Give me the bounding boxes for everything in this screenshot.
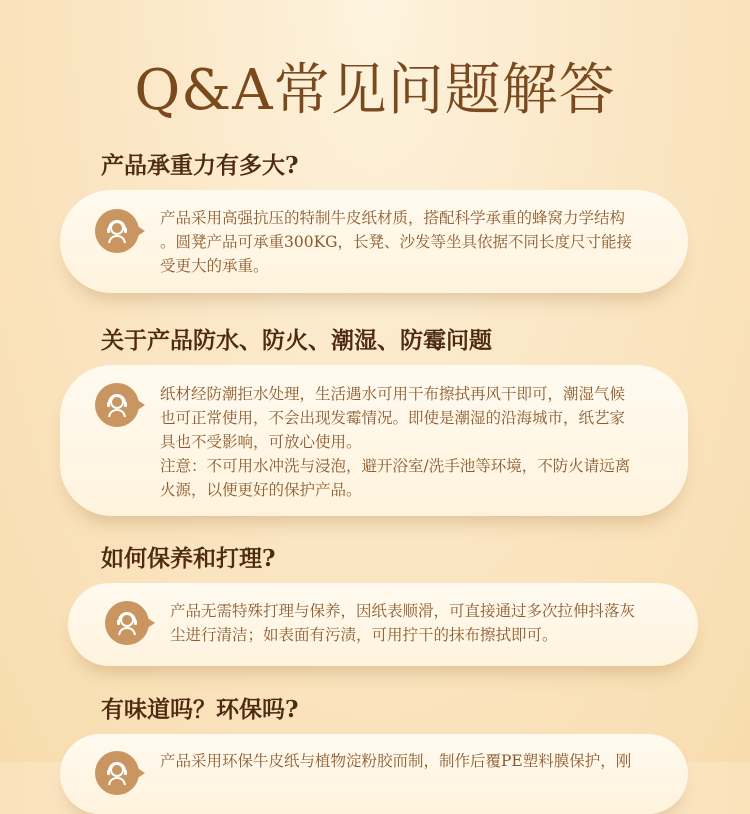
answer-line: 具也不受影响，可放心使用。 [160, 433, 362, 451]
customer-service-icon [95, 383, 139, 427]
answer-line: 。圆凳产品可承重300KG，长凳、沙发等坐具依据不同长度尺寸能接 [160, 233, 633, 251]
answer-line: 产品采用高强抗压的特制牛皮纸材质，搭配科学承重的蜂窝力学结构 [160, 209, 626, 227]
customer-service-icon [95, 209, 139, 253]
faq-answer-card-4 [60, 734, 688, 814]
faq-answer-card-2 [60, 365, 688, 516]
customer-service-icon [95, 751, 139, 795]
faq-question-3: 如何保养和打理? [101, 545, 276, 572]
faq-question-1: 产品承重力有多大? [101, 152, 299, 179]
answer-line: 火源，以便更好的保护产品。 [160, 481, 362, 499]
faq-answer-card-3 [68, 583, 698, 666]
answer-line: 也可正常使用，不会出现发霉情况。即使是潮湿的沿海城市，纸艺家 [160, 409, 626, 427]
faq-question-2: 关于产品防水、防火、潮湿、防霉问题 [101, 327, 492, 354]
page-title: Q&A常见问题解答 [134, 58, 616, 123]
faq-answer-card-1 [60, 190, 688, 293]
faq-question-4: 有味道吗？环保吗? [101, 696, 299, 723]
answer-line: 尘进行清洁；如表面有污渍，可用拧干的抹布擦拭即可。 [170, 626, 558, 644]
customer-service-icon [105, 601, 149, 645]
answer-line: 受更大的承重。 [160, 257, 269, 275]
answer-line: 产品采用环保牛皮纸与植物淀粉胶而制，制作后覆PE塑料膜保护，刚 [160, 752, 632, 770]
answer-line: 纸材经防潮拒水处理，生活遇水可用干布擦拭再风干即可，潮湿气候 [160, 385, 626, 403]
answer-line: 注意：不可用水冲洗与浸泡，避开浴室/洗手池等环境，不防火请远离 [160, 457, 631, 475]
answer-line: 产品无需特殊打理与保养，因纸表顺滑，可直接通过多次拉伸抖落灰 [170, 602, 636, 620]
